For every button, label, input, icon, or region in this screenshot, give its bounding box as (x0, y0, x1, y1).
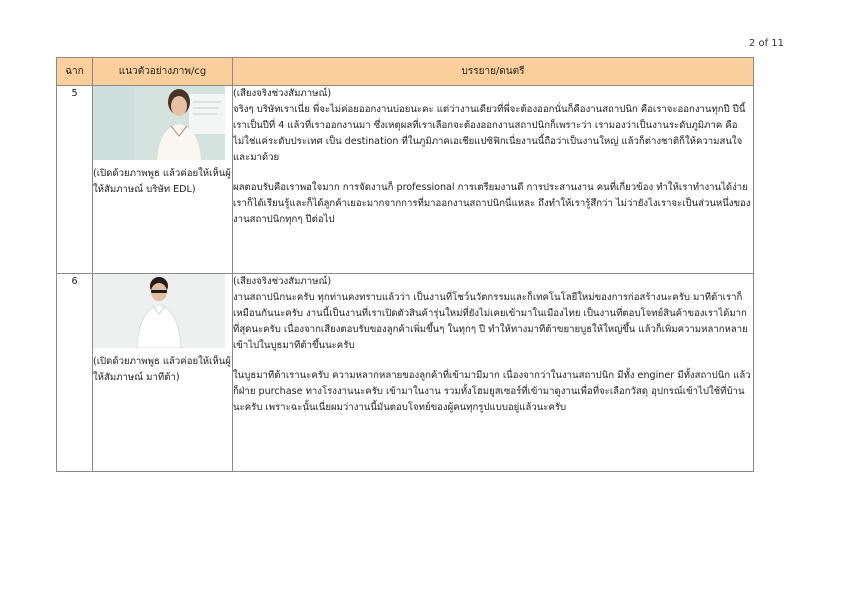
interview-thumbnail (93, 86, 225, 160)
script-table (56, 57, 754, 472)
visual-cell (93, 274, 233, 472)
interview-image (93, 274, 225, 348)
table-row (57, 274, 754, 472)
visual-caption: (เปิดด้วยภาพพูธ แล้วค่อยให้เห็นผู้ให้สัมภาษณ์ บริษัท EDL) (93, 168, 231, 195)
narration-paragraph: จริงๆ บริษัทเราเนี่ย พี่จะไม่ค่อยออกงานบ่อยนะคะ แต่ว่างานเดียวที่พี่จะต้องออกนั่นก็คืองานสถาปนิก คือเราจะออกงานทุกปี ปีนี้เราเป็นปีที่ 4 แล้วที่เราออกงานมา ซึ่งเหตุผลที่เราเลือกจะต้องออกงานสถาปนิกก็เพราะว่า เรามองว่าเป็นงานระดับภูมิภาค คือไม่ใช่แค่ระดับประเทศ เป็น destination ที่ในภูมิภาคเอเชียแปซิฟิกเนี่ยงานนี้ถือว่าเป็นงานใหญ่ แล้วก็ต่างชาติก็ให้ความสนใจและมาด้วย (233, 104, 746, 163)
visual-caption: (เปิดด้วยภาพพูธ แล้วค่อยให้เห็นผู้ให้สัมภาษณ์ มาทีต้า) (93, 356, 231, 383)
interview-image (93, 86, 225, 160)
table-row (57, 86, 754, 274)
header-scene: ฉาก (57, 58, 93, 86)
narration-cell (233, 274, 754, 472)
narration-label: (เสียงจริงช่วงสัมภาษณ์) (233, 88, 332, 99)
narration-paragraph: งานสถาปนิกนะครับ ทุกท่านคงทราบแล้วว่า เป็นงานที่โชว์นวัตกรรมและก็เทคโนโลยีใหม่ของการก่อสร้างนะครับ มาทีต้าเราก็เหมือนกันนะครับ งานนี้เป็นงานที่เราเปิดตัวสินค้ารุ่นใหม่ที่ยังไม่เคยเข้ามาในเมืองไทย เป็นงานที่ตอบโจทย์สินค้าของเราได้มากที่สุดนะครับ เนื่องจากเสียงตอบรับของลูกค้าเพิ่มขึ้นๆ ในทุกๆ ปี ทำให้ทางมาทีต้าขยายบูธให้ใหญ่ขึ้น แล้วก็เพิ่มความหลากหลายเข้าไปในบูธมาทีต้าขึ้นนะครับ (233, 292, 748, 351)
header-narration: บรรยาย/ดนตรี (233, 58, 754, 86)
page-number: 2 of 11 (748, 38, 784, 49)
visual-cell (93, 86, 233, 274)
narration-cell (233, 86, 754, 274)
scene-number: 6 (57, 274, 93, 472)
table-header-row (57, 58, 754, 86)
narration-paragraph: ในบูธมาทีต้าเรานะครับ ความหลากหลายของลูกค้าที่เข้ามามีมาก เนื่องจากว่าในงานสถาปนิก มีทั้ง enginer มีทั้งสถาปนิก แล้วก็ฝ่าย purchase ทางโรงงานนะครับ เข้ามาในงาน รวมทั้งโฮมยูสเซอร์ที่เข้ามาดูงานเพื่อที่จะเลือกวัสดุ อุปกรณ์เข้าไปใช้ที่บ้านนะครับ เพราะฉะนั้นเนี่ยผมว่างานนี้มันตอบโจทย์ของผู้คนทุกรูปแบบอยู่แล้วนะครับ (233, 370, 751, 413)
interview-thumbnail (93, 274, 225, 348)
scene-number: 5 (57, 86, 93, 274)
narration-label: (เสียงจริงช่วงสัมภาษณ์) (233, 276, 332, 287)
narration-paragraph: ผลตอบรับคือเราพอใจมาก การจัดงานก็ professional การเตรียมงานดี การประสานงาน คนที่เกี่ยวข้อง ทำให้เราทำงานได้ง่าย เราก็ได้เรียนรู้และก็ได้ลูกค้าเยอะมากจากการที่มาออกงานสถาปนิกนี่แหละ ถึงทำให้เรารู้สึกว่า ไม่ว่ายังไงเราจะเป็นส่วนหนึ่งของงานสถาปนิกทุกๆ ปีต่อไป (233, 182, 751, 225)
header-visual: แนวตัวอย่างภาพ/cg (93, 58, 233, 86)
